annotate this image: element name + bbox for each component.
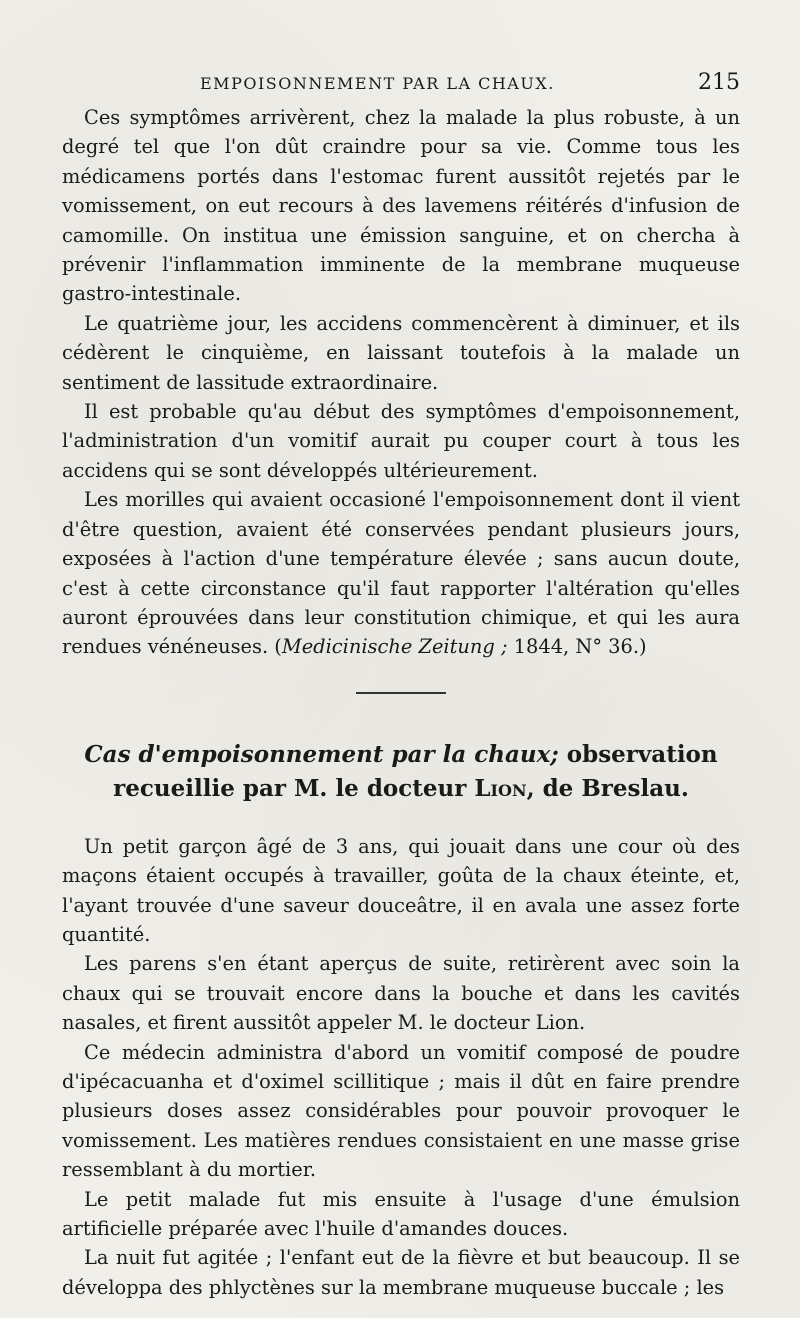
paragraph: Ce médecin administra d'abord un vomitif composé de poudre d'ipécacuanha et d'oximel scillitique ; mais il dût en faire prendre plusieurs doses assez considérables pour pouvoir provoquer le vomissement. Les matières rendues consistaient en une masse grise ressemblant à du mortier. — [62, 1040, 740, 1182]
journal-title: Medicinische Zeitung ; — [281, 635, 508, 659]
paragraph: Le petit malade fut mis ensuite à l'usage d'une émulsion artificielle préparée avec l'huile d'amandes douces. — [62, 1187, 740, 1240]
paragraph: Les parens s'en étant aperçus de suite, retirèrent avec soin la chaux qui se trouvait encore dans la bouche et dans les cavités nasales, et firent aussitôt appeler M. le docteur Lion. — [62, 952, 740, 1035]
paragraph: Il est probable qu'au début des symptômes d'empoisonnement, l'administration d'un vomitif aurait pu couper court à tous les accidens qui se sont développés ultérieurement. — [62, 400, 740, 482]
section-divider — [62, 692, 740, 694]
author-name: Lion — [474, 774, 527, 802]
divider-line — [356, 692, 446, 694]
section-title-end: , de Breslau. — [526, 774, 689, 802]
page-number: 215 — [698, 70, 740, 95]
section-title — [62, 738, 740, 806]
section-title-rest: observation recueillie par M. le docteur — [113, 740, 718, 802]
citation-reference: 1844, N° 36.) — [507, 635, 647, 659]
paragraph: Ces symptômes arrivèrent, chez la malade la plus robuste, à un degré tel que l'on dût craindre pour sa vie. Comme tous les médicamens portés dans l'estomac furent aussitôt rejetés par le vomissement, on eut recours à des lavemens réitérés d'infusion de camomille. On institua une émission sanguine, et on chercha à prévenir l'inflammation imminente de la membrane muqueuse gastro-intestinale. — [62, 106, 740, 306]
citation-paragraph — [62, 485, 740, 661]
paragraph: Le quatrième jour, les accidens commencèrent à diminuer, et ils cédèrent le cinquième, en laissant toutefois à la malade un sentiment de lassitude extraordinaire. — [62, 311, 740, 394]
body-text-top — [62, 103, 740, 662]
paragraph: La nuit fut agitée ; l'enfant eut de la fièvre et but beaucoup. Il se développa des phlyctènes sur la membrane muqueuse buccale ; les — [62, 1246, 740, 1299]
body-text-bottom — [62, 832, 740, 1303]
running-head — [200, 70, 740, 95]
citation-text: Les morilles qui avaient occasioné l'empoisonnement dont il vient d'être question, avaient été conservées pendant plusieurs jours, exposées à l'action d'une température élevée ; sans aucun doute, c'est à cette circonstance qu'il faut rapporter l'altération qu'elles auront éprouvées dans leur constitution chimique, et qui les aura rendues vénéneuses. ( — [62, 488, 740, 659]
running-title: EMPOISONNEMENT PAR LA CHAUX. — [200, 74, 555, 93]
section-title-italic: Cas d'empoisonnement par la chaux; — [84, 740, 559, 768]
paragraph: Un petit garçon âgé de 3 ans, qui jouait dans une cour où des maçons étaient occupés à travailler, goûta de la chaux éteinte, et, l'ayant trouvée d'une saveur douceâtre, il en avala une assez forte quantité. — [62, 834, 740, 946]
